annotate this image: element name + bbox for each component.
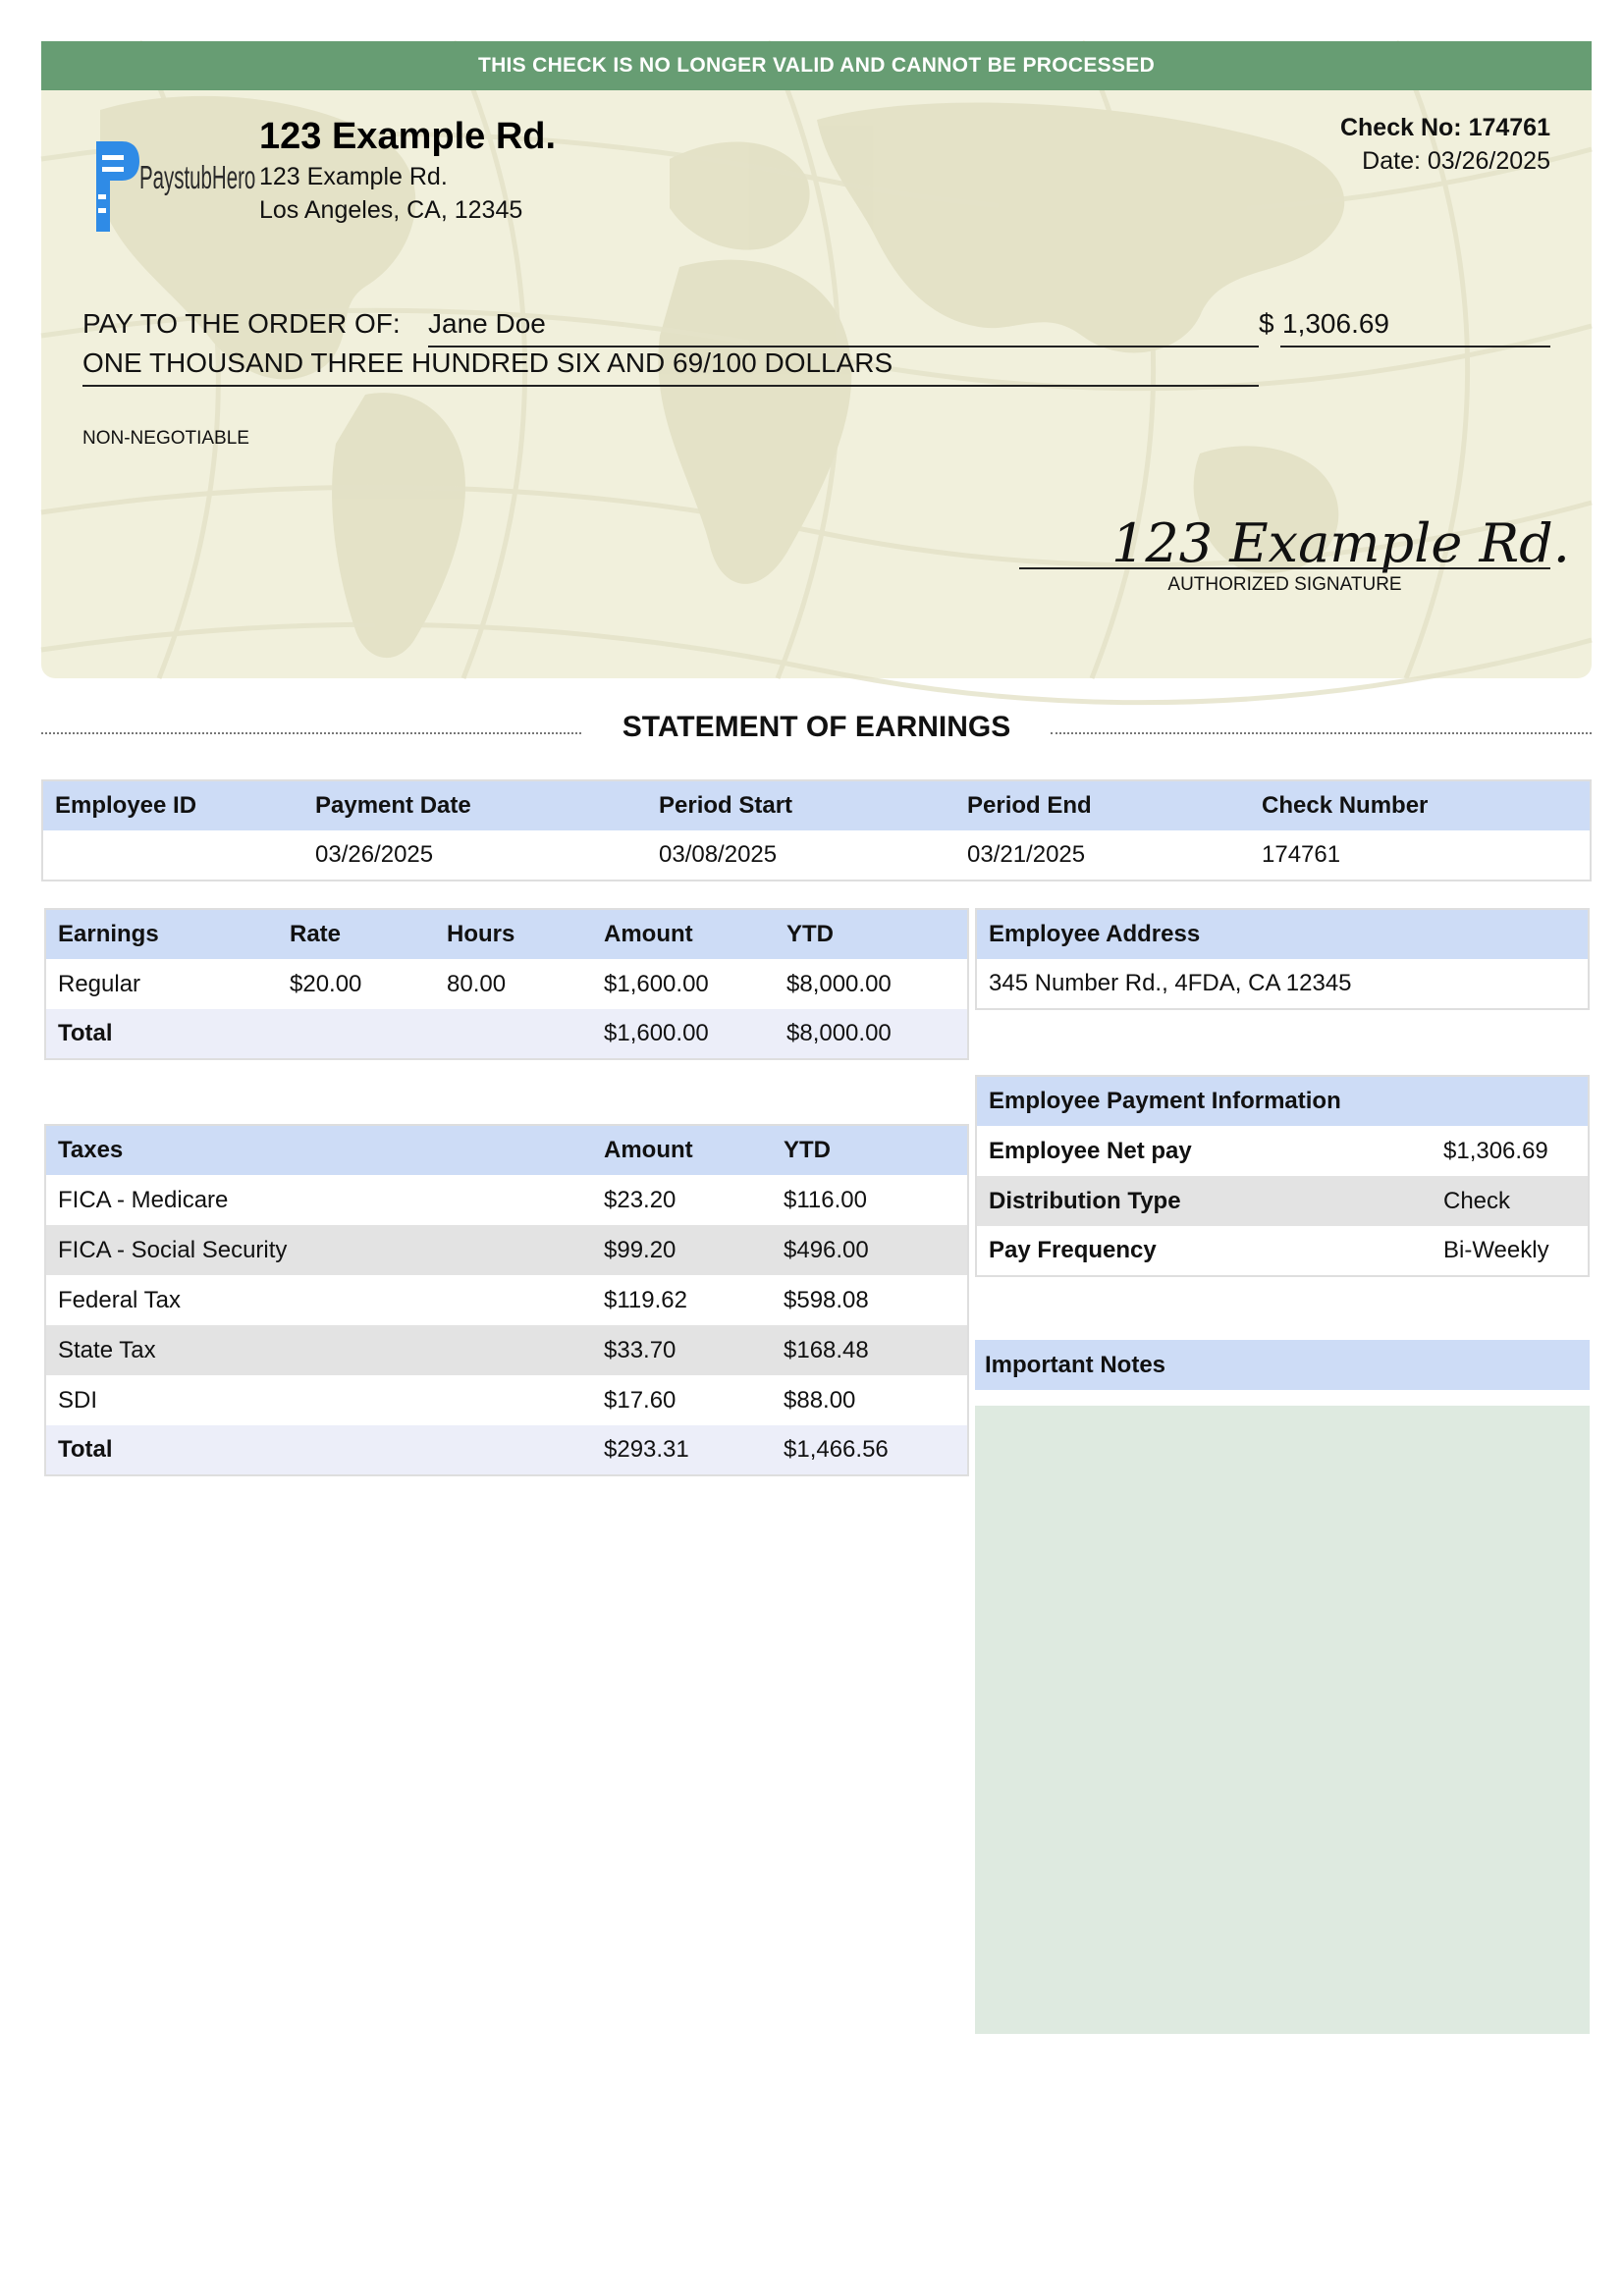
payment-date-value: 03/26/2025: [315, 841, 434, 868]
table-cell: Pay Frequency: [989, 1237, 1157, 1263]
table-cell: SDI: [58, 1386, 98, 1414]
signature-text: 123 Example Rd.: [1111, 512, 1570, 574]
column-header: Employee ID: [42, 780, 303, 830]
table-cell: $598.08: [784, 1286, 869, 1313]
column-header: YTD: [772, 1125, 968, 1175]
column-header: Hours: [435, 909, 592, 959]
table-row: [45, 1175, 968, 1225]
column-header: Amount: [592, 909, 775, 959]
table-cell: $496.00: [772, 1225, 968, 1275]
period-start-value: 03/08/2025: [659, 841, 778, 868]
important-notes-header: Important Notes: [975, 1340, 1590, 1390]
column-header: Employee Payment Information: [976, 1076, 1589, 1126]
table-cell: $33.70: [592, 1325, 772, 1375]
check-number-value: 174761: [1262, 841, 1341, 868]
total-label: Total: [45, 1009, 278, 1059]
company-address-line-2: Los Angeles, CA, 12345: [259, 196, 523, 224]
employee-address-value: 345 Number Rd., 4FDA, CA 12345: [989, 970, 1352, 996]
column-header: Period End: [955, 780, 1250, 830]
table-cell: Federal Tax: [58, 1286, 181, 1313]
column-header: YTD: [775, 909, 968, 959]
table-row: [45, 959, 968, 1009]
employee-address-table: [975, 908, 1590, 1010]
check-amount: 1,306.69: [1280, 308, 1550, 347]
payment-information-table: [975, 1075, 1590, 1277]
table-cell: $23.20: [604, 1186, 677, 1213]
table-cell: FICA - Social Security: [45, 1225, 592, 1275]
check: [41, 41, 1592, 678]
table-cell: Check: [1432, 1176, 1589, 1226]
signature-label: AUTHORIZED SIGNATURE: [1167, 574, 1402, 595]
column-header: Check Number: [1250, 780, 1591, 830]
earnings-table: [44, 908, 969, 1060]
table-cell: $88.00: [784, 1386, 856, 1414]
table-cell: $99.20: [592, 1225, 772, 1275]
table-row: [45, 1225, 968, 1275]
period-end-value: 03/21/2025: [967, 841, 1086, 868]
table-cell: State Tax: [45, 1325, 592, 1375]
currency-symbol: $: [1259, 308, 1274, 339]
table-row: [42, 830, 1591, 881]
table-cell: Distribution Type: [976, 1176, 1432, 1226]
table-row: [976, 1176, 1589, 1226]
logo-text: PaystubHero: [139, 159, 256, 195]
table-cell: $17.60: [604, 1386, 677, 1414]
important-notes-body: [975, 1406, 1590, 2034]
table-cell: $8,000.00: [786, 970, 892, 997]
table-cell: 80.00: [447, 970, 507, 997]
pay-to-label: PAY TO THE ORDER OF:: [82, 308, 401, 339]
column-header: Payment Date: [303, 780, 647, 830]
signature-line: [1019, 567, 1550, 569]
column-header: Taxes: [45, 1125, 592, 1175]
table-cell: $1,306.69: [1443, 1137, 1548, 1164]
table-row: [45, 1275, 968, 1325]
table-row: [45, 1325, 968, 1375]
column-header: Period Start: [647, 780, 955, 830]
total-ytd: $1,466.56: [772, 1425, 968, 1475]
total-row: [45, 1425, 968, 1475]
table-cell: FICA - Medicare: [58, 1186, 229, 1213]
table-cell: $20.00: [290, 970, 362, 997]
table-cell: $116.00: [784, 1186, 867, 1213]
divider-right: [1051, 732, 1592, 734]
invalid-check-banner: THIS CHECK IS NO LONGER VALID AND CANNOT BE PROCESSED: [41, 41, 1592, 90]
company-name: 123 Example Rd.: [259, 116, 557, 157]
statement-title: STATEMENT OF EARNINGS: [622, 711, 1011, 743]
column-header: Amount: [592, 1125, 772, 1175]
table-cell: Employee Net pay: [989, 1137, 1192, 1164]
table-cell: $119.62: [604, 1286, 687, 1313]
table-cell: $1,600.00: [604, 970, 709, 997]
non-negotiable-label: NON-NEGOTIABLE: [82, 428, 249, 449]
employee-info-table: [41, 779, 1592, 881]
taxes-table: [44, 1124, 969, 1476]
table-cell: Bi-Weekly: [1443, 1237, 1549, 1263]
table-row: [976, 1126, 1589, 1176]
column-header: Employee Address: [976, 909, 1589, 959]
total-row: [45, 1009, 968, 1059]
check-number: Check No: 174761: [1339, 114, 1550, 141]
statement-heading-row: [41, 707, 1592, 756]
total-amount: $293.31: [592, 1425, 772, 1475]
amount-in-words: ONE THOUSAND THREE HUNDRED SIX AND 69/100 DOLLARS: [82, 347, 1259, 387]
table-row: [976, 959, 1589, 1009]
check-date: Date: 03/26/2025: [1362, 147, 1550, 175]
employee-id-value: [42, 830, 303, 881]
table-cell: Regular: [58, 970, 141, 997]
company-address-line-1: 123 Example Rd.: [259, 163, 448, 190]
column-header: Earnings: [45, 909, 278, 959]
table-cell: $168.48: [772, 1325, 968, 1375]
payee-name: Jane Doe: [428, 308, 1259, 347]
table-row: [976, 1226, 1589, 1276]
total-amount: $1,600.00: [592, 1009, 775, 1059]
table-row: [45, 1375, 968, 1425]
column-header: Rate: [278, 909, 435, 959]
total-ytd: $8,000.00: [775, 1009, 968, 1059]
total-label: Total: [45, 1425, 592, 1475]
